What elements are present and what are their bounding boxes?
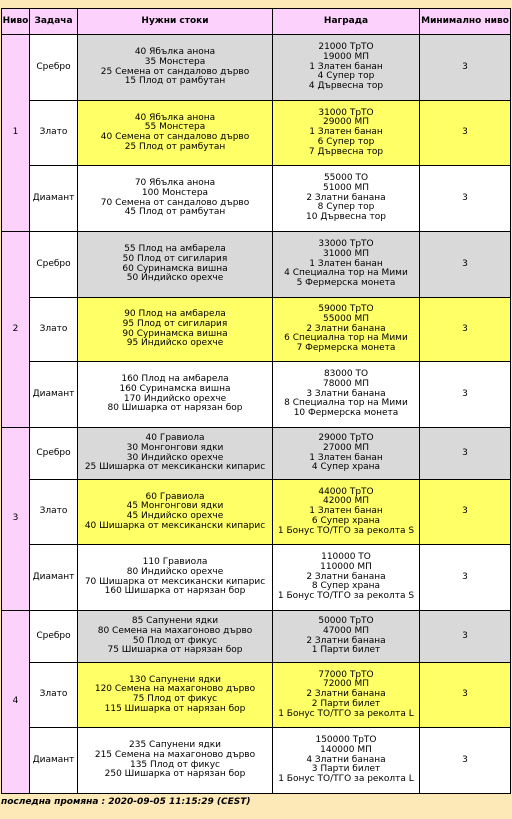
- min-level-cell: 3: [420, 663, 511, 728]
- reward-line: 6 Супер храна: [311, 515, 381, 526]
- goods-line: 95 Индийско орехче: [126, 338, 224, 349]
- goods-cell: [78, 728, 273, 794]
- task-cell: Злато: [30, 663, 78, 728]
- reward-line: 1 Златен банан: [309, 258, 383, 269]
- reward-line: 83000 ТО: [323, 369, 369, 380]
- reward-line: 2 Златни банана: [306, 571, 386, 582]
- goods-cell: [78, 101, 273, 166]
- goods-line: 70 Шишарка от мексикански кипарис: [84, 576, 266, 587]
- goods-line: 40 Семена от сандалово дърво: [100, 132, 250, 142]
- reward-cell: [273, 101, 420, 166]
- reward-cell: [273, 232, 420, 298]
- reward-line: 6 Специална тор на Мими: [284, 333, 408, 344]
- reward-line: 27000 МП: [322, 442, 370, 453]
- reward-line: 4 Специална тор на Мими: [284, 268, 408, 279]
- goods-cell: [78, 480, 273, 545]
- table-row: [2, 101, 511, 166]
- table-row: [2, 428, 511, 480]
- reward-line: 6 Супер тор: [317, 136, 375, 147]
- reward-line: 3 Златни банана: [306, 388, 386, 399]
- reward-cell: [273, 663, 420, 728]
- goods-line: 80 Семена на махагоново дърво: [97, 625, 253, 636]
- reward-line: 2 Златни банана: [306, 192, 386, 203]
- table-row: [2, 298, 511, 362]
- min-level-cell: 3: [420, 35, 511, 101]
- min-level-cell: 3: [420, 232, 511, 298]
- goods-line: 120 Семена на махагоново дърво: [94, 684, 256, 695]
- reward-line: 110000 МП: [320, 561, 372, 572]
- reward-line: 140000 МП: [320, 744, 372, 755]
- goods-line: 95 Плод от сигилария: [122, 318, 228, 329]
- reward-line: 2 Парти билет: [311, 698, 381, 709]
- goods-line: 45 Плод от рамбутан: [124, 207, 226, 218]
- task-cell: Сребро: [30, 35, 78, 101]
- reward-line: 5 Фермерска монета: [296, 278, 396, 289]
- table-row: [2, 362, 511, 428]
- goods-line: 30 Индийско орехче: [126, 452, 224, 463]
- goods-line: 110 Гравиола: [142, 557, 208, 568]
- goods-cell: [78, 232, 273, 298]
- task-cell: Сребро: [30, 428, 78, 480]
- table-row: [2, 611, 511, 663]
- reward-line: 31000 МП: [322, 248, 370, 259]
- reward-line: 55000 МП: [322, 313, 370, 324]
- task-cell: Сребро: [30, 232, 78, 298]
- goods-line: 60 Суринамска вишна: [122, 263, 228, 274]
- goods-line: 85 Сапунени ядки: [131, 616, 219, 627]
- reward-line: 4 Супер тор: [317, 71, 375, 82]
- goods-cell: [78, 362, 273, 428]
- level-cell: 1: [2, 35, 30, 232]
- reward-cell: [273, 428, 420, 480]
- goods-line: 50 Плод от фикус: [132, 635, 218, 646]
- goods-line: 60 Гравиола: [145, 491, 205, 502]
- reward-line: 2 Златни банана: [306, 635, 386, 646]
- goods-line: 70 Семена от сандалово дърво: [100, 197, 250, 208]
- reward-line: 3 Парти билет: [311, 764, 381, 775]
- reward-line: 19000 МП: [322, 51, 370, 62]
- level-cell: 3: [2, 428, 30, 611]
- goods-line: 40 Гравиола: [145, 433, 205, 444]
- goods-line: 75 Плод от фикус: [132, 694, 218, 704]
- reward-line: 21000 ТрТО: [318, 42, 374, 53]
- reward-line: 1 Златен банан: [309, 61, 383, 72]
- reward-line: 1 Бонус ТО/ТГО за реколта L: [278, 774, 414, 785]
- goods-line: 70 Ябълка анона: [134, 178, 216, 189]
- goods-line: 75 Шишарка от нарязан бор: [107, 645, 243, 656]
- task-cell: Злато: [30, 480, 78, 545]
- last-modified: последна промяна : 2020-09-05 11:15:29 (CEST): [1, 797, 251, 807]
- goods-line: 80 Шишарка от нарязан бор: [107, 403, 243, 414]
- reward-line: 4 Супер храна: [311, 462, 381, 473]
- reward-line: 10 Фермерска монета: [293, 408, 399, 419]
- header-level: Ниво: [2, 9, 30, 35]
- task-cell: Злато: [30, 101, 78, 166]
- task-cell: Диамант: [30, 545, 78, 611]
- reward-line: 50000 ТрТО: [318, 616, 374, 627]
- goods-line: 40 Шишарка от мексикански кипарис: [84, 520, 266, 531]
- reward-cell: [273, 728, 420, 794]
- task-cell: Диамант: [30, 728, 78, 794]
- table-body: [2, 35, 511, 794]
- reward-line: 51000 МП: [322, 182, 370, 193]
- table-row: [2, 728, 511, 794]
- reward-line: 8 Специална тор на Мими: [284, 398, 408, 409]
- min-level-cell: 3: [420, 728, 511, 794]
- reward-line: 42000 МП: [322, 496, 370, 507]
- goods-line: 170 Индийско орехче: [123, 393, 227, 404]
- goods-line: 50 Плод от сигилария: [122, 253, 228, 264]
- reward-line: 8 Супер тор: [317, 202, 375, 213]
- goods-line: 80 Индийско орехче: [126, 566, 224, 577]
- rewards-table: [1, 8, 511, 794]
- reward-line: 31000 ТрТО: [318, 107, 374, 118]
- goods-line: 25 Шишарка от мексикански кипарис: [84, 462, 266, 473]
- table-row: [2, 232, 511, 298]
- reward-line: 150000 ТрТО: [315, 735, 377, 746]
- reward-line: 7 Дървесна тор: [308, 146, 384, 157]
- goods-cell: [78, 298, 273, 362]
- goods-line: 25 Плод от рамбутан: [124, 141, 226, 152]
- reward-line: 33000 ТрТО: [318, 239, 374, 250]
- min-level-cell: 3: [420, 480, 511, 545]
- goods-line: 90 Суринамска вишна: [122, 328, 228, 339]
- min-level-cell: 3: [420, 545, 511, 611]
- reward-line: 78000 МП: [322, 378, 370, 389]
- table-row: [2, 35, 511, 101]
- goods-line: 130 Сапунени ядки: [129, 674, 221, 685]
- goods-line: 40 Ябълка анона: [134, 112, 216, 123]
- min-level-cell: 3: [420, 428, 511, 480]
- header-row: [2, 9, 511, 35]
- goods-cell: [78, 545, 273, 611]
- min-level-cell: 3: [420, 101, 511, 166]
- reward-line: 29000 МП: [322, 117, 370, 128]
- reward-line: 4 Дървесна тор: [308, 81, 384, 92]
- header-goods: Нужни стоки: [78, 9, 273, 35]
- reward-cell: [273, 362, 420, 428]
- goods-line: 35 Монстера: [144, 56, 206, 67]
- reward-line: 1 Златен банан: [309, 452, 383, 463]
- reward-line: 59000 ТрТО: [318, 304, 374, 315]
- reward-line: 1 Парти билет: [311, 645, 381, 656]
- goods-line: 40 Ябълка анона: [134, 47, 216, 58]
- reward-line: 2 Златни банана: [306, 323, 386, 334]
- reward-line: 110000 ТО: [321, 552, 371, 563]
- reward-line: 4 Златни банана: [306, 754, 386, 765]
- min-level-cell: 3: [420, 166, 511, 232]
- reward-line: 10 Дървесна тор: [306, 212, 386, 223]
- task-cell: Диамант: [30, 362, 78, 428]
- goods-cell: [78, 166, 273, 232]
- table-row: [2, 480, 511, 545]
- goods-line: 100 Монстера: [141, 187, 209, 198]
- header-task: Задача: [30, 9, 78, 35]
- reward-line: 55000 ТО: [323, 173, 369, 184]
- goods-line: 45 Индийско орехче: [126, 511, 224, 521]
- min-level-cell: 3: [420, 298, 511, 362]
- goods-line: 50 Индийско орехче: [126, 273, 224, 284]
- reward-cell: [273, 480, 420, 545]
- reward-line: 44000 ТрТО: [318, 486, 374, 497]
- task-cell: Диамант: [30, 166, 78, 232]
- goods-line: 55 Плод на амбарела: [124, 244, 226, 255]
- goods-cell: [78, 611, 273, 663]
- table-row: [2, 663, 511, 728]
- reward-cell: [273, 298, 420, 362]
- table-row: [2, 166, 511, 232]
- goods-line: 45 Монгонгови ядки: [126, 501, 224, 512]
- reward-line: 1 Бонус ТО/ТГО за реколта L: [278, 708, 414, 719]
- goods-line: 250 Шишарка от нарязан бор: [104, 769, 246, 780]
- goods-cell: [78, 428, 273, 480]
- reward-line: 1 Златен банан: [309, 127, 383, 138]
- reward-line: 8 Супер храна: [311, 581, 381, 592]
- task-cell: Сребро: [30, 611, 78, 663]
- min-level-cell: 3: [420, 611, 511, 663]
- reward-line: 1 Златен банан: [309, 506, 383, 517]
- reward-line: 47000 МП: [322, 625, 370, 636]
- goods-line: 160 Плод на амбарела: [121, 374, 229, 385]
- goods-line: 215 Семена на махагоново дърво: [94, 749, 256, 760]
- goods-line: 135 Плод от фикус: [129, 759, 220, 770]
- level-cell: 2: [2, 232, 30, 428]
- goods-line: 15 Плод от рамбутан: [124, 76, 226, 87]
- header-min-level: Минимално ниво: [420, 9, 511, 35]
- goods-cell: [78, 663, 273, 728]
- reward-line: 29000 ТрТО: [318, 433, 374, 444]
- goods-line: 90 Плод на амбарела: [124, 309, 226, 320]
- goods-line: 235 Сапунени ядки: [129, 740, 221, 751]
- goods-line: 55 Монстера: [144, 122, 206, 133]
- reward-line: 1 Бонус ТО/ТГО за реколта S: [277, 591, 415, 602]
- reward-cell: [273, 611, 420, 663]
- level-cell: 4: [2, 611, 30, 794]
- reward-line: 1 Бонус ТО/ТГО за реколта S: [277, 525, 415, 536]
- min-level-cell: 3: [420, 362, 511, 428]
- reward-line: 77000 ТрТО: [318, 669, 374, 680]
- reward-cell: [273, 545, 420, 611]
- header-reward: Награда: [273, 9, 420, 35]
- goods-line: 160 Суринамска вишна: [119, 383, 231, 394]
- task-cell: Злато: [30, 298, 78, 362]
- reward-cell: [273, 166, 420, 232]
- reward-line: 7 Фермерска монета: [296, 343, 396, 354]
- reward-line: 2 Златни банана: [306, 689, 386, 700]
- reward-line: 72000 МП: [322, 679, 370, 690]
- goods-line: 25 Семена от сандалово дърво: [100, 66, 250, 77]
- table-row: [2, 545, 511, 611]
- goods-line: 30 Монгонгови ядки: [126, 442, 224, 453]
- goods-cell: [78, 35, 273, 101]
- goods-line: 160 Шишарка от нарязан бор: [104, 586, 246, 597]
- reward-cell: [273, 35, 420, 101]
- goods-line: 115 Шишарка от нарязан бор: [104, 703, 246, 714]
